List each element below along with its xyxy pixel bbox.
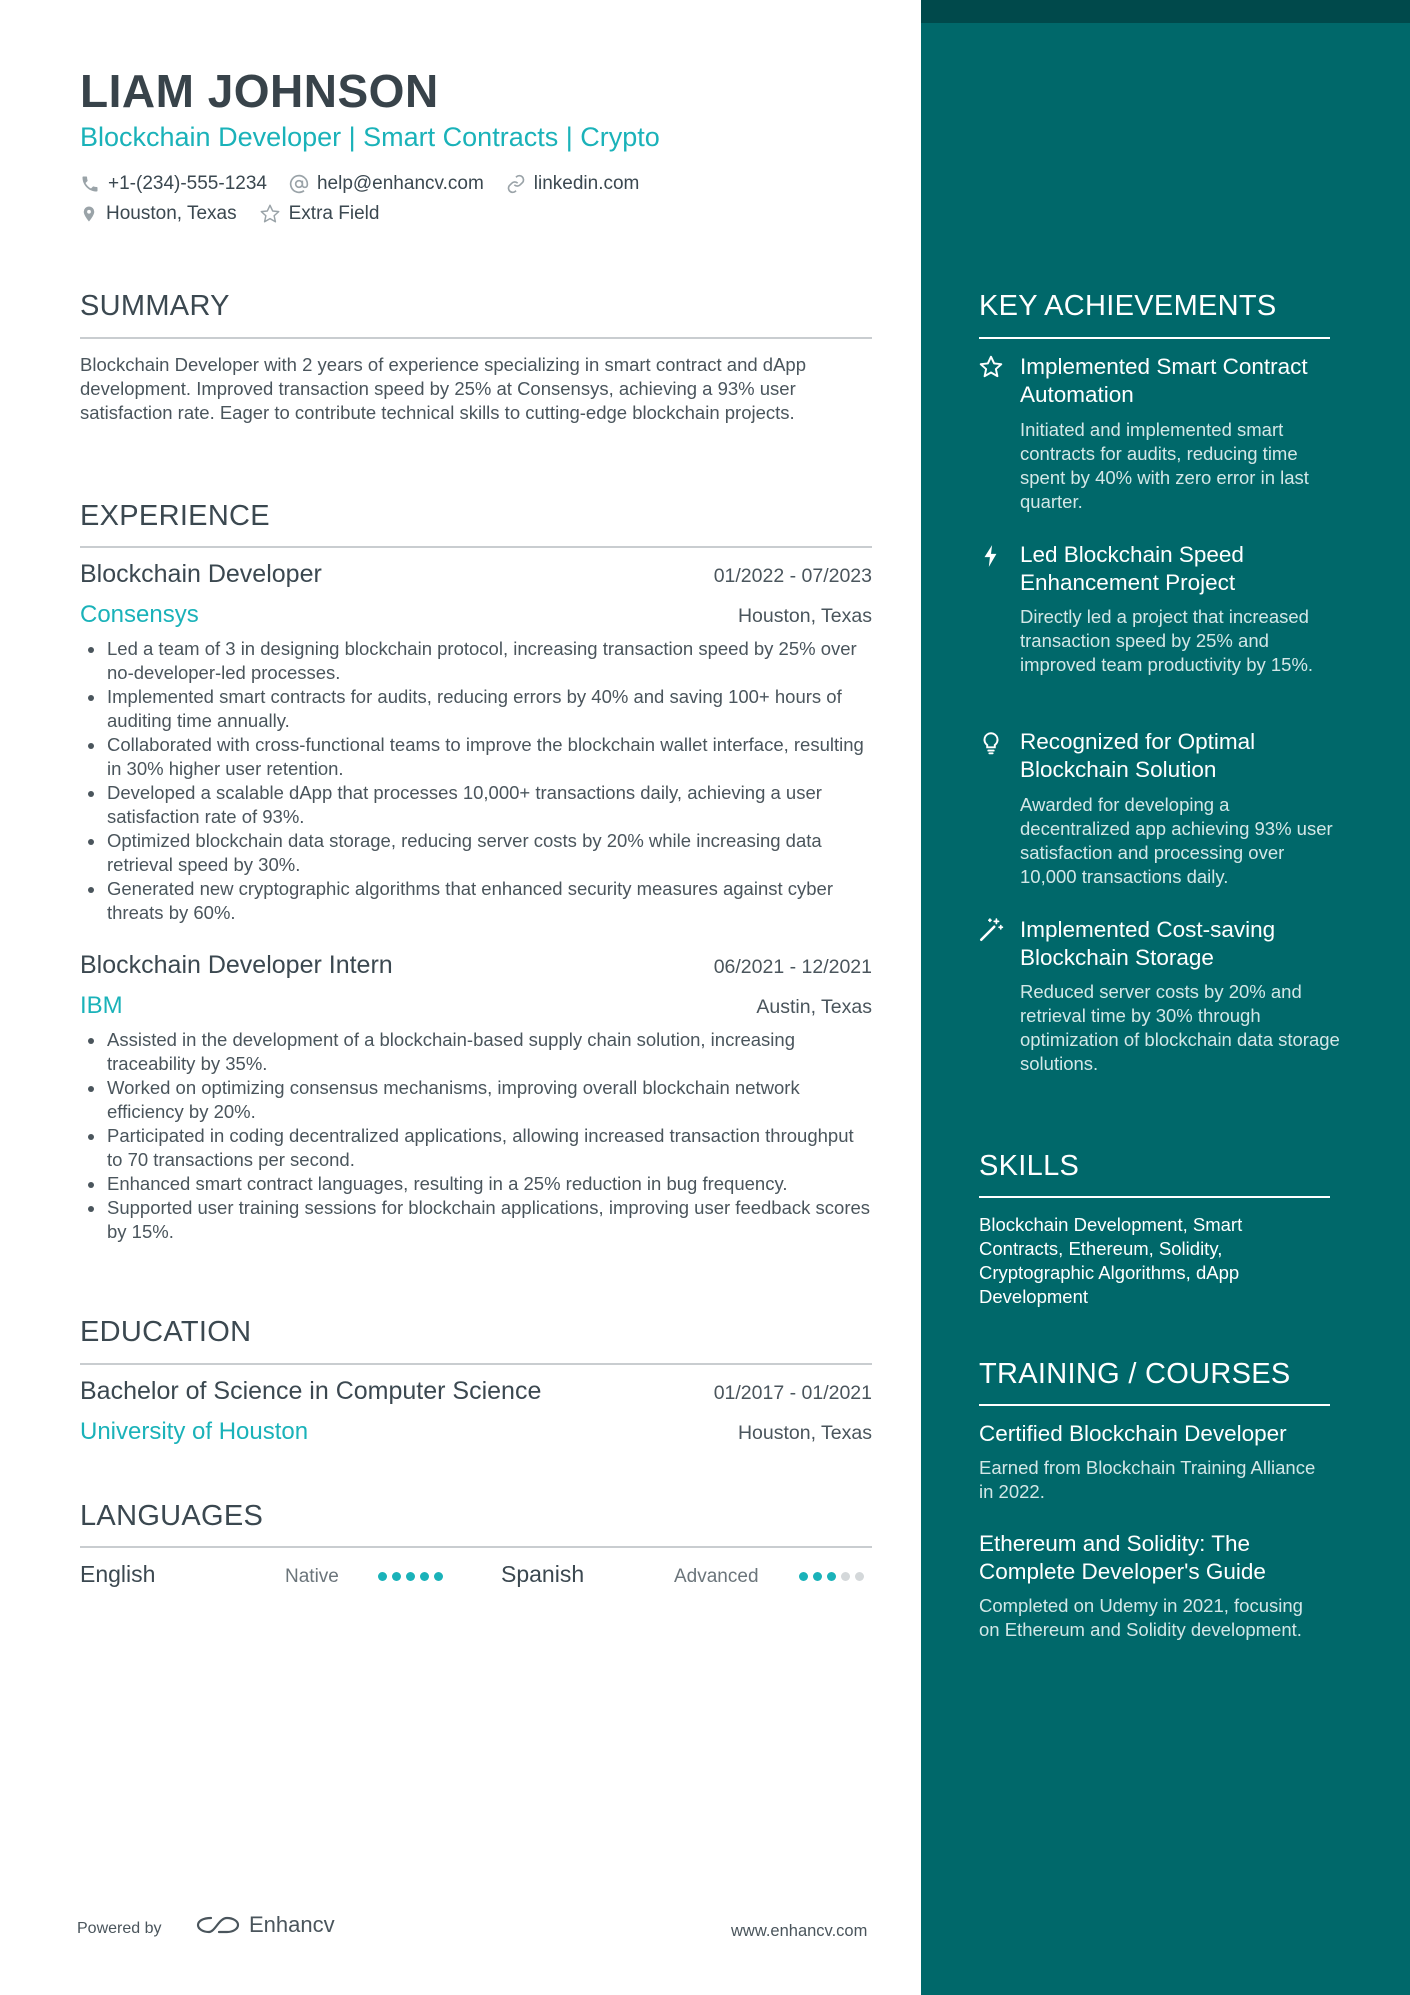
experience-rule bbox=[80, 546, 872, 548]
rating-dot bbox=[841, 1572, 850, 1581]
list-item: Assisted in the development of a blockchain-based supply chain solution, increasing traceability by 35%. bbox=[107, 1028, 872, 1076]
education-degree: Bachelor of Science in Computer Science bbox=[80, 1377, 542, 1405]
language-spanish-name: Spanish bbox=[501, 1561, 585, 1587]
achievement-4-desc: Reduced server costs by 20% and retrieval time by 30% through optimization of blockchain data storage solutions. bbox=[1020, 981, 1340, 1074]
star-icon bbox=[978, 354, 1004, 380]
languages-rule bbox=[80, 1546, 872, 1548]
at-icon bbox=[289, 174, 309, 194]
skills-text: Blockchain Development, Smart Contracts, Ethereum, Solidity, Cryptographic Algorithms, dApp Development bbox=[979, 1214, 1243, 1307]
footer-powered-by: Powered by bbox=[77, 1920, 162, 1937]
rating-dot bbox=[378, 1572, 387, 1581]
rating-dot bbox=[813, 1572, 822, 1581]
job-2-location: Austin, Texas bbox=[756, 996, 872, 1018]
achievement-1-desc: Initiated and implemented smart contracts for audits, reducing time spent by 40% with zero error in last quarter. bbox=[1020, 419, 1309, 512]
phone-icon bbox=[80, 174, 100, 194]
enhancv-logo[interactable] bbox=[195, 1912, 335, 1938]
job-2-dates: 06/2021 - 12/2021 bbox=[713, 956, 872, 978]
rating-dot bbox=[855, 1572, 864, 1581]
course-1-desc: Earned from Blockchain Training Alliance in 2022. bbox=[979, 1457, 1316, 1502]
link-icon bbox=[506, 174, 526, 194]
education-title: EDUCATION bbox=[80, 1316, 252, 1348]
summary-title: SUMMARY bbox=[80, 290, 230, 322]
education-header bbox=[80, 1377, 872, 1406]
star-outline-icon bbox=[259, 203, 281, 225]
language-english-rating bbox=[378, 1572, 448, 1581]
summary-text: Blockchain Developer with 2 years of experience specializing in smart contract and dApp development. Improved transaction speed by 25% at Consensys, achieving a 93% user satisfaction rate. Eager to contribute technical skills to cutting-edge blockchain projects. bbox=[80, 354, 806, 423]
extra-text: Extra Field bbox=[288, 203, 380, 224]
experience-title: EXPERIENCE bbox=[80, 500, 270, 532]
footer-url[interactable]: www.enhancv.com bbox=[731, 1922, 868, 1940]
course-2-title: Ethereum and Solidity: The Complete Developer's Guide bbox=[979, 1531, 1266, 1584]
linkedin-text: linkedin.com bbox=[533, 173, 640, 194]
contact-row-1 bbox=[80, 173, 661, 195]
job-1-location: Houston, Texas bbox=[737, 605, 872, 627]
job-2-header bbox=[80, 951, 872, 980]
course-2-desc: Completed on Udemy in 2021, focusing on Ethereum and Solidity development. bbox=[979, 1595, 1303, 1640]
skills-rule bbox=[979, 1196, 1330, 1198]
enhancv-logo-text: Enhancv bbox=[249, 1912, 335, 1937]
list-item: Led a team of 3 in designing blockchain protocol, increasing transaction speed by 25% over no-developer-led processes. bbox=[107, 637, 872, 685]
rating-dot bbox=[406, 1572, 415, 1581]
list-item: Supported user training sessions for blockchain applications, improving user feedback scores by 15%. bbox=[107, 1197, 871, 1242]
lightbulb-icon bbox=[978, 730, 1004, 756]
rating-dot bbox=[420, 1572, 429, 1581]
achievement-1-title: Implemented Smart Contract Automation bbox=[1020, 354, 1308, 407]
achievement-3-desc: Awarded for developing a decentralized app achieving 93% user satisfaction and processing over 10,000 transactions daily. bbox=[1020, 794, 1333, 887]
achievement-2-title: Led Blockchain Speed Enhancement Project bbox=[1020, 542, 1244, 595]
education-location: Houston, Texas bbox=[737, 1422, 872, 1444]
contact-row-2 bbox=[80, 203, 401, 225]
job-1-header bbox=[80, 560, 872, 589]
list-item: Implemented smart contracts for audits, reducing errors by 40% and saving 100+ hours of auditing time annually. bbox=[107, 685, 872, 733]
achievement-3-title: Recognized for Optimal Blockchain Solution bbox=[1020, 729, 1256, 782]
contact-location bbox=[80, 203, 237, 225]
list-item: Optimized blockchain data storage, reducing server costs by 20% while increasing data retrieval speed by 30%. bbox=[107, 829, 872, 877]
education-school: University of Houston bbox=[80, 1418, 309, 1445]
location-text: Houston, Texas bbox=[106, 203, 237, 224]
rating-dot bbox=[827, 1572, 836, 1581]
language-english-name: English bbox=[80, 1561, 156, 1587]
language-spanish-rating bbox=[799, 1572, 869, 1581]
job-2-subheader bbox=[80, 992, 872, 1020]
job-2-company: IBM bbox=[80, 992, 123, 1019]
phone-text: +1-(234)-555-1234 bbox=[108, 173, 267, 194]
job-2-bullets bbox=[107, 1028, 872, 1244]
list-item: Collaborated with cross-functional teams to improve the blockchain wallet interface, resulting in 30% higher user retention. bbox=[107, 733, 872, 781]
list-item: Participated in coding decentralized applications, allowing increased transaction throughput to 70 transactions per second. bbox=[107, 1124, 872, 1172]
list-item: Developed a scalable dApp that processes 10,000+ transactions daily, achieving a user satisfaction rate of 93%. bbox=[107, 781, 872, 829]
education-rule bbox=[80, 1363, 872, 1365]
list-item: Generated new cryptographic algorithms that enhanced security measures against cyber threats by 60%. bbox=[107, 877, 872, 925]
candidate-name: LIAM JOHNSON bbox=[80, 65, 439, 117]
achievements-title: KEY ACHIEVEMENTS bbox=[979, 290, 1277, 322]
job-1-company: Consensys bbox=[80, 601, 199, 628]
contact-email[interactable] bbox=[289, 173, 484, 195]
sidebar-top-bar bbox=[921, 0, 1410, 23]
training-rule bbox=[979, 1404, 1330, 1406]
skills-title: SKILLS bbox=[979, 1150, 1080, 1182]
contact-linkedin[interactable] bbox=[506, 173, 640, 195]
job-2-role: Blockchain Developer Intern bbox=[80, 951, 393, 979]
magic-wand-icon bbox=[978, 917, 1004, 943]
course-1-title: Certified Blockchain Developer bbox=[979, 1421, 1287, 1446]
achievement-2-desc: Directly led a project that increased transaction speed by 25% and improved team productivity by 15%. bbox=[1020, 606, 1314, 675]
language-english-level: Native bbox=[285, 1566, 339, 1587]
training-title: TRAINING / COURSES bbox=[979, 1358, 1291, 1390]
list-item: Enhanced smart contract languages, resulting in a 25% reduction in bug frequency. bbox=[107, 1172, 872, 1196]
contact-extra bbox=[259, 203, 380, 225]
contact-phone[interactable] bbox=[80, 173, 267, 195]
summary-rule bbox=[80, 337, 872, 339]
location-pin-icon bbox=[80, 204, 98, 224]
rating-dot bbox=[392, 1572, 401, 1581]
job-1-subheader bbox=[80, 601, 872, 629]
job-1-dates: 01/2022 - 07/2023 bbox=[713, 565, 872, 587]
lightning-icon bbox=[978, 543, 1004, 569]
achievements-rule bbox=[979, 337, 1330, 339]
languages-title: LANGUAGES bbox=[80, 1500, 264, 1532]
email-text: help@enhancv.com bbox=[316, 173, 484, 194]
enhancv-logo-icon bbox=[195, 1913, 241, 1937]
education-subheader bbox=[80, 1418, 872, 1446]
rating-dot bbox=[799, 1572, 808, 1581]
achievement-4-title: Implemented Cost-saving Blockchain Storage bbox=[1020, 917, 1276, 970]
job-1-bullets bbox=[107, 637, 872, 925]
education-dates: 01/2017 - 01/2021 bbox=[713, 1382, 872, 1404]
rating-dot bbox=[434, 1572, 443, 1581]
job-1-role: Blockchain Developer bbox=[80, 560, 322, 588]
language-spanish-level: Advanced bbox=[674, 1566, 759, 1587]
list-item: Worked on optimizing consensus mechanisms, improving overall blockchain network efficiency by 20%. bbox=[107, 1076, 872, 1124]
candidate-headline: Blockchain Developer | Smart Contracts | Crypto bbox=[80, 122, 660, 152]
